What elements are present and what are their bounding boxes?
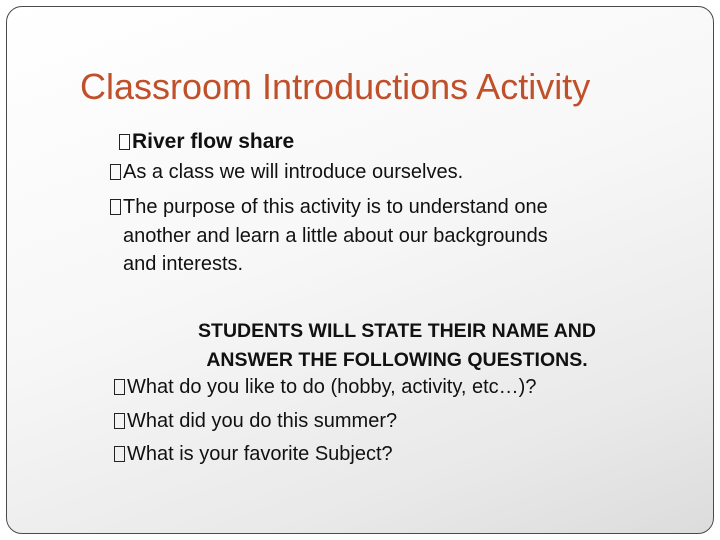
question-text: What is your favorite Subject? [127,443,393,465]
instructions-line: ANSWER THE FOLLOWING QUESTIONS. [206,349,588,371]
bullet-box-icon [114,413,125,429]
question-3 [114,443,393,466]
instructions-heading [137,317,657,375]
main-bullet [119,130,294,154]
main-bullet-text: River flow share [132,130,295,153]
sub-bullet-continuation: and interests. [123,253,244,275]
bullet-box-icon [110,164,121,180]
sub-bullet-2 [110,193,670,279]
bullet-box-icon [114,446,125,462]
instructions-line: STUDENTS WILL STATE THEIR NAME AND [198,320,596,342]
question-text: What did you do this summer? [127,410,398,432]
bullet-box-icon [119,134,130,150]
bullet-box-icon [114,379,125,395]
sub-bullet-1 [110,158,463,187]
slide-title: Classroom Introductions Activity [80,66,591,107]
sub-bullet-text: As a class we will introduce ourselves. [123,161,464,183]
slide [6,6,714,534]
question-1 [114,376,536,399]
question-2 [114,410,397,433]
sub-bullet-text: The purpose of this activity is to understand one [123,196,548,218]
bullet-box-icon [110,199,121,215]
question-text: What do you like to do (hobby, activity, etc…)? [127,376,537,398]
sub-bullet-continuation: another and learn a little about our backgrounds [123,224,548,247]
